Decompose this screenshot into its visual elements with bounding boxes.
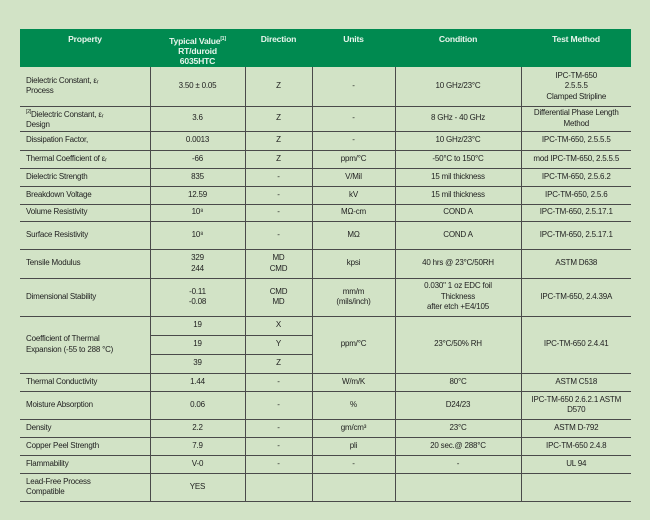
property-cell-line: Dielectric Constant, εᵣ: [26, 75, 99, 85]
condition-cell: [395, 204, 521, 221]
condition-cell-line: 15 mil thickness: [431, 171, 485, 181]
direction-cell: [245, 455, 312, 473]
header-units: Units: [312, 29, 395, 67]
direction-cell-line: -: [277, 189, 280, 199]
typical-value-cell-line: 244: [191, 263, 204, 273]
typical-value-cell-line: 7.9: [192, 440, 203, 450]
typical-value-cell-line: 2.2: [192, 422, 203, 432]
table-row-cte: [20, 316, 631, 335]
typical-value-cell-line: YES: [189, 481, 206, 491]
condition-cell-line: COND A: [443, 207, 473, 217]
condition-cell-line: 10 GHz/23°C: [435, 81, 481, 90]
property-cell: [20, 221, 150, 249]
direction-cell-line: -: [277, 207, 280, 217]
test-method-cell: [521, 437, 631, 455]
test-method-cell: [521, 168, 631, 186]
direction-cell: Z: [245, 354, 312, 373]
typical-value-cell: [150, 168, 245, 186]
typical-value-cell: [150, 106, 245, 131]
test-method-cell-line: Clamped Stripline: [546, 91, 607, 101]
direction-cell: [245, 168, 312, 186]
condition-cell-line: 15 mil thickness: [431, 189, 485, 199]
typical-value-cell: [150, 249, 245, 278]
property-cell-line: Process: [26, 86, 54, 96]
property-cell: [20, 373, 150, 391]
test-method-cell-line: ASTM D-792: [554, 422, 599, 432]
property-cell: [20, 67, 150, 106]
direction-cell: [245, 186, 312, 204]
test-method-cell-line: mod IPC-TM-650, 2.5.5.5: [533, 153, 620, 163]
condition-cell: [395, 249, 521, 278]
property-cell-line: Flammability: [26, 458, 69, 468]
units-cell: [312, 249, 395, 278]
property-cell: [20, 278, 150, 316]
condition-cell-line: COND A: [443, 229, 473, 239]
condition-cell: [395, 455, 521, 473]
direction-cell-line: Z: [276, 81, 281, 90]
typical-value-cell-line: 10⁸: [191, 229, 204, 239]
property-cell-line: Compatible: [26, 487, 65, 496]
typical-value-cell: [150, 186, 245, 204]
table-row: [20, 150, 631, 168]
typical-value-cell: [150, 391, 245, 419]
test-method-cell: [521, 186, 631, 204]
units-cell-line: kpsi: [346, 258, 361, 268]
table-row: [20, 455, 631, 473]
direction-cell: Y: [245, 335, 312, 354]
table-row: [20, 168, 631, 186]
property-cell-line: Dielectric Strength: [26, 171, 88, 181]
direction-cell: [245, 150, 312, 168]
property-cell-line: Volume Resistivity: [26, 207, 88, 217]
typical-value-cell: 19: [150, 316, 245, 335]
property-cell-line: Design: [26, 120, 50, 129]
header-note: [1]: [220, 36, 226, 42]
property-cell-line: Moisture Absorption: [26, 399, 93, 409]
typical-value-cell-line: 329: [191, 253, 204, 262]
units-cell-line: -: [352, 458, 355, 468]
test-method-cell: [521, 204, 631, 221]
direction-cell-line: CMD: [269, 286, 288, 296]
property-cell: [20, 249, 150, 278]
condition-cell: [395, 106, 521, 131]
property-cell-line: Dimensional Stability: [26, 291, 97, 301]
condition-cell-line: Thickness: [440, 291, 476, 301]
test-method-cell: [521, 106, 631, 131]
units-cell: [312, 150, 395, 168]
direction-cell: [245, 131, 312, 150]
units-cell-line: gm/cm³: [340, 422, 367, 432]
property-cell: [20, 473, 150, 501]
units-cell: [312, 131, 395, 150]
condition-cell: 23°C/50% RH: [395, 316, 521, 373]
typical-value-cell: [150, 221, 245, 249]
direction-cell-line: -: [277, 376, 280, 386]
header-product-line2: 6035HTC: [179, 56, 216, 66]
direction-cell: [245, 391, 312, 419]
direction-cell: [245, 249, 312, 278]
test-method-cell-line: Method: [563, 118, 589, 128]
condition-cell-line: -: [456, 458, 460, 468]
condition-cell: [395, 473, 521, 501]
units-cell-line: (mils/inch): [336, 297, 371, 306]
header-typical-value-label: Typical Value: [169, 36, 221, 46]
test-method-cell: [521, 373, 631, 391]
property-cell-line: Thermal Conductivity: [26, 376, 98, 386]
table-row: [20, 473, 631, 501]
property-cell-line: Density: [26, 422, 52, 432]
test-method-cell-line: IPC-TM-650, 2.5.17.1: [539, 229, 613, 239]
typical-value-cell-line: 1.44: [190, 376, 205, 386]
condition-cell: [395, 67, 521, 106]
condition-cell-line: 10 GHz/23°C: [435, 135, 481, 145]
property-cell: [20, 316, 150, 373]
test-method-cell-line: IPC-TM-650, 2.5.17.1: [539, 207, 613, 217]
property-cell: [20, 391, 150, 419]
table-header-row: [20, 29, 631, 67]
test-method-cell: [521, 391, 631, 419]
property-cell-line: Breakdown Voltage: [26, 189, 92, 199]
condition-cell: [395, 278, 521, 316]
test-method-cell: [521, 278, 631, 316]
condition-cell: [395, 419, 521, 437]
typical-value-cell-line: 12.59: [187, 189, 208, 199]
property-cell-line: Copper Peel Strength: [26, 440, 99, 450]
units-cell-line: %: [350, 399, 357, 409]
direction-cell-line: -: [277, 458, 280, 468]
condition-cell: [395, 150, 521, 168]
direction-cell-line: -: [277, 422, 280, 432]
test-method-cell: [521, 221, 631, 249]
typical-value-cell: [150, 473, 245, 501]
property-cell-line: Surface Resistivity: [26, 229, 88, 239]
direction-cell-line: Z: [276, 153, 281, 163]
table-row: [20, 249, 631, 278]
test-method-cell-line: ASTM D638: [555, 258, 598, 268]
header-direction: Direction: [245, 29, 312, 67]
condition-cell: [395, 373, 521, 391]
table-row: [20, 131, 631, 150]
direction-cell: [245, 106, 312, 131]
table-row: [20, 186, 631, 204]
test-method-cell: [521, 249, 631, 278]
condition-cell: [395, 186, 521, 204]
condition-cell-line: D24/23: [445, 399, 471, 409]
property-cell-line: Thermal Coefficient of εᵣ: [26, 153, 107, 163]
direction-cell: [245, 419, 312, 437]
condition-cell: [395, 437, 521, 455]
typical-value-cell-line: -0.11: [189, 286, 206, 296]
condition-cell-line: 0.030" 1 oz EDC foil: [424, 281, 492, 291]
test-method-cell-line: IPC-TM-650 2.6.2.1 ASTM: [531, 394, 622, 404]
typical-value-cell-line: -66: [192, 153, 203, 163]
property-cell-line: Lead-Free Process: [26, 476, 91, 486]
units-cell-line: kV: [349, 189, 358, 199]
units-cell: [312, 221, 395, 249]
typical-value-cell: [150, 373, 245, 391]
units-cell: [312, 278, 395, 316]
units-cell-line: -: [352, 113, 355, 123]
test-method-cell-line: 2.5.5.5: [564, 81, 588, 90]
property-cell-line: Tensile Modulus: [26, 258, 81, 268]
typical-value-cell: [150, 278, 245, 316]
direction-cell-line: MD: [272, 297, 285, 306]
direction-cell-line: Z: [276, 135, 281, 145]
typical-value-cell-line: 0.06: [190, 399, 205, 409]
units-cell: [312, 168, 395, 186]
units-cell: [312, 473, 395, 501]
units-cell: [312, 373, 395, 391]
test-method-cell: [521, 131, 631, 150]
table-row: [20, 278, 631, 316]
property-cell-line: Coefficient of Thermal: [26, 334, 100, 343]
units-cell: [312, 437, 395, 455]
property-cell-line: Dissipation Factor,: [26, 135, 89, 145]
units-cell: [312, 67, 395, 106]
test-method-cell-line: IPC-TM-650, 2.5.5.5: [541, 135, 611, 145]
condition-cell-line: 8 GHz - 40 GHz: [430, 113, 486, 123]
test-method-cell-line: IPC-TM-650, 2.5.6: [545, 189, 608, 199]
property-cell: [20, 204, 150, 221]
condition-cell-line: 23°C: [449, 422, 467, 432]
table-row: [20, 437, 631, 455]
typical-value-cell-line: 0.0013: [185, 135, 210, 145]
properties-table: [20, 29, 631, 502]
direction-cell: [245, 204, 312, 221]
direction-cell-line: -: [277, 399, 280, 409]
typical-value-cell: 19: [150, 335, 245, 354]
direction-cell-line: -: [277, 171, 280, 181]
units-cell: ppm/°C: [312, 316, 395, 373]
table-row: [20, 419, 631, 437]
direction-cell-line: CMD: [269, 263, 288, 273]
test-method-cell-line: IPC-TM-650, 2.4.39A: [540, 291, 613, 301]
header-property: Property: [20, 29, 150, 67]
units-cell-line: -: [352, 81, 355, 90]
property-cell: [20, 168, 150, 186]
condition-cell-line: -50°C to 150°C: [432, 153, 484, 163]
units-cell: [312, 186, 395, 204]
property-cell: [20, 106, 150, 131]
direction-cell-line: -: [277, 229, 280, 239]
test-method-cell: [521, 473, 631, 501]
table-row: [20, 204, 631, 221]
condition-cell-line: 80°C: [449, 376, 467, 386]
header-typical-value: [150, 29, 245, 67]
test-method-cell-line: D570: [567, 405, 586, 414]
test-method-cell-line: ASTM C518: [555, 376, 598, 386]
direction-cell-line: -: [277, 440, 280, 450]
direction-cell-line: Z: [276, 113, 281, 123]
units-cell: [312, 106, 395, 131]
table-row: [20, 221, 631, 249]
units-cell-line: MΩ: [347, 229, 360, 239]
test-method-cell-line: UL 94: [566, 458, 587, 468]
condition-cell: [395, 168, 521, 186]
table-row: [20, 373, 631, 391]
property-cell: [20, 150, 150, 168]
typical-value-cell-line: 10⁸: [191, 207, 204, 217]
direction-cell: [245, 221, 312, 249]
units-cell: [312, 455, 395, 473]
test-method-cell: [521, 67, 631, 106]
test-method-cell-line: IPC-TM-650 2.4.8: [546, 440, 607, 450]
typical-value-cell-line: 835: [191, 171, 204, 181]
typical-value-cell-line: 3.6: [192, 113, 203, 123]
footnote-marker: [2]: [26, 108, 31, 115]
units-cell-line: -: [352, 135, 355, 145]
header-condition: Condition: [395, 29, 521, 67]
table-row: [20, 106, 631, 131]
typical-value-cell: [150, 437, 245, 455]
typical-value-cell-line: V-0: [191, 458, 204, 468]
property-cell: [20, 186, 150, 204]
property-cell-line: Expansion (-55 to 288 °C): [26, 344, 114, 354]
typical-value-cell: [150, 67, 245, 106]
condition-cell: [395, 221, 521, 249]
header-product-line1: RT/duroid: [178, 46, 217, 56]
header-test-method: Test Method: [521, 29, 631, 67]
typical-value-cell-line: -0.08: [188, 297, 207, 306]
units-cell: [312, 204, 395, 221]
units-cell-line: mm/m: [342, 286, 365, 296]
units-cell-line: V/Mil: [345, 171, 362, 181]
condition-cell: [395, 391, 521, 419]
test-method-cell-line: IPC-TM-650: [555, 70, 598, 80]
condition-cell-line: 20 sec.@ 288°C: [430, 440, 486, 450]
test-method-cell: [521, 455, 631, 473]
condition-cell-line: 40 hrs @ 23°C/50RH: [422, 258, 494, 268]
units-cell-line: MΩ-cm: [341, 207, 366, 217]
typical-value-cell: [150, 131, 245, 150]
test-method-cell-line: Differential Phase Length: [533, 108, 619, 117]
units-cell: [312, 419, 395, 437]
direction-cell: [245, 373, 312, 391]
direction-cell: [245, 437, 312, 455]
typical-value-cell-line: 3.50 ± 0.05: [178, 81, 217, 90]
test-method-cell-line: IPC-TM-650, 2.5.6.2: [541, 171, 611, 181]
units-cell-line: pli: [349, 440, 358, 450]
table-row: [20, 67, 631, 106]
test-method-cell: [521, 419, 631, 437]
direction-cell: [245, 473, 312, 501]
units-cell-line: ppm/°C: [340, 153, 367, 163]
table-row: [20, 391, 631, 419]
typical-value-cell: [150, 419, 245, 437]
units-cell: [312, 391, 395, 419]
property-cell-line: Dielectric Constant, εᵣ: [30, 109, 104, 119]
direction-cell: [245, 278, 312, 316]
typical-value-cell: [150, 150, 245, 168]
property-cell: [20, 437, 150, 455]
direction-cell-line: MD: [272, 253, 285, 262]
typical-value-cell: [150, 204, 245, 221]
test-method-cell: [521, 150, 631, 168]
typical-value-cell: [150, 455, 245, 473]
typical-value-cell: 39: [150, 354, 245, 373]
direction-cell: X: [245, 316, 312, 335]
units-cell-line: W/m/K: [342, 376, 365, 386]
condition-cell-line: after etch +E4/105: [426, 302, 489, 312]
property-cell: [20, 131, 150, 150]
condition-cell: [395, 131, 521, 150]
property-cell: [20, 419, 150, 437]
direction-cell: [245, 67, 312, 106]
property-cell: [20, 455, 150, 473]
test-method-cell: IPC-TM-650 2.4.41: [521, 316, 631, 373]
